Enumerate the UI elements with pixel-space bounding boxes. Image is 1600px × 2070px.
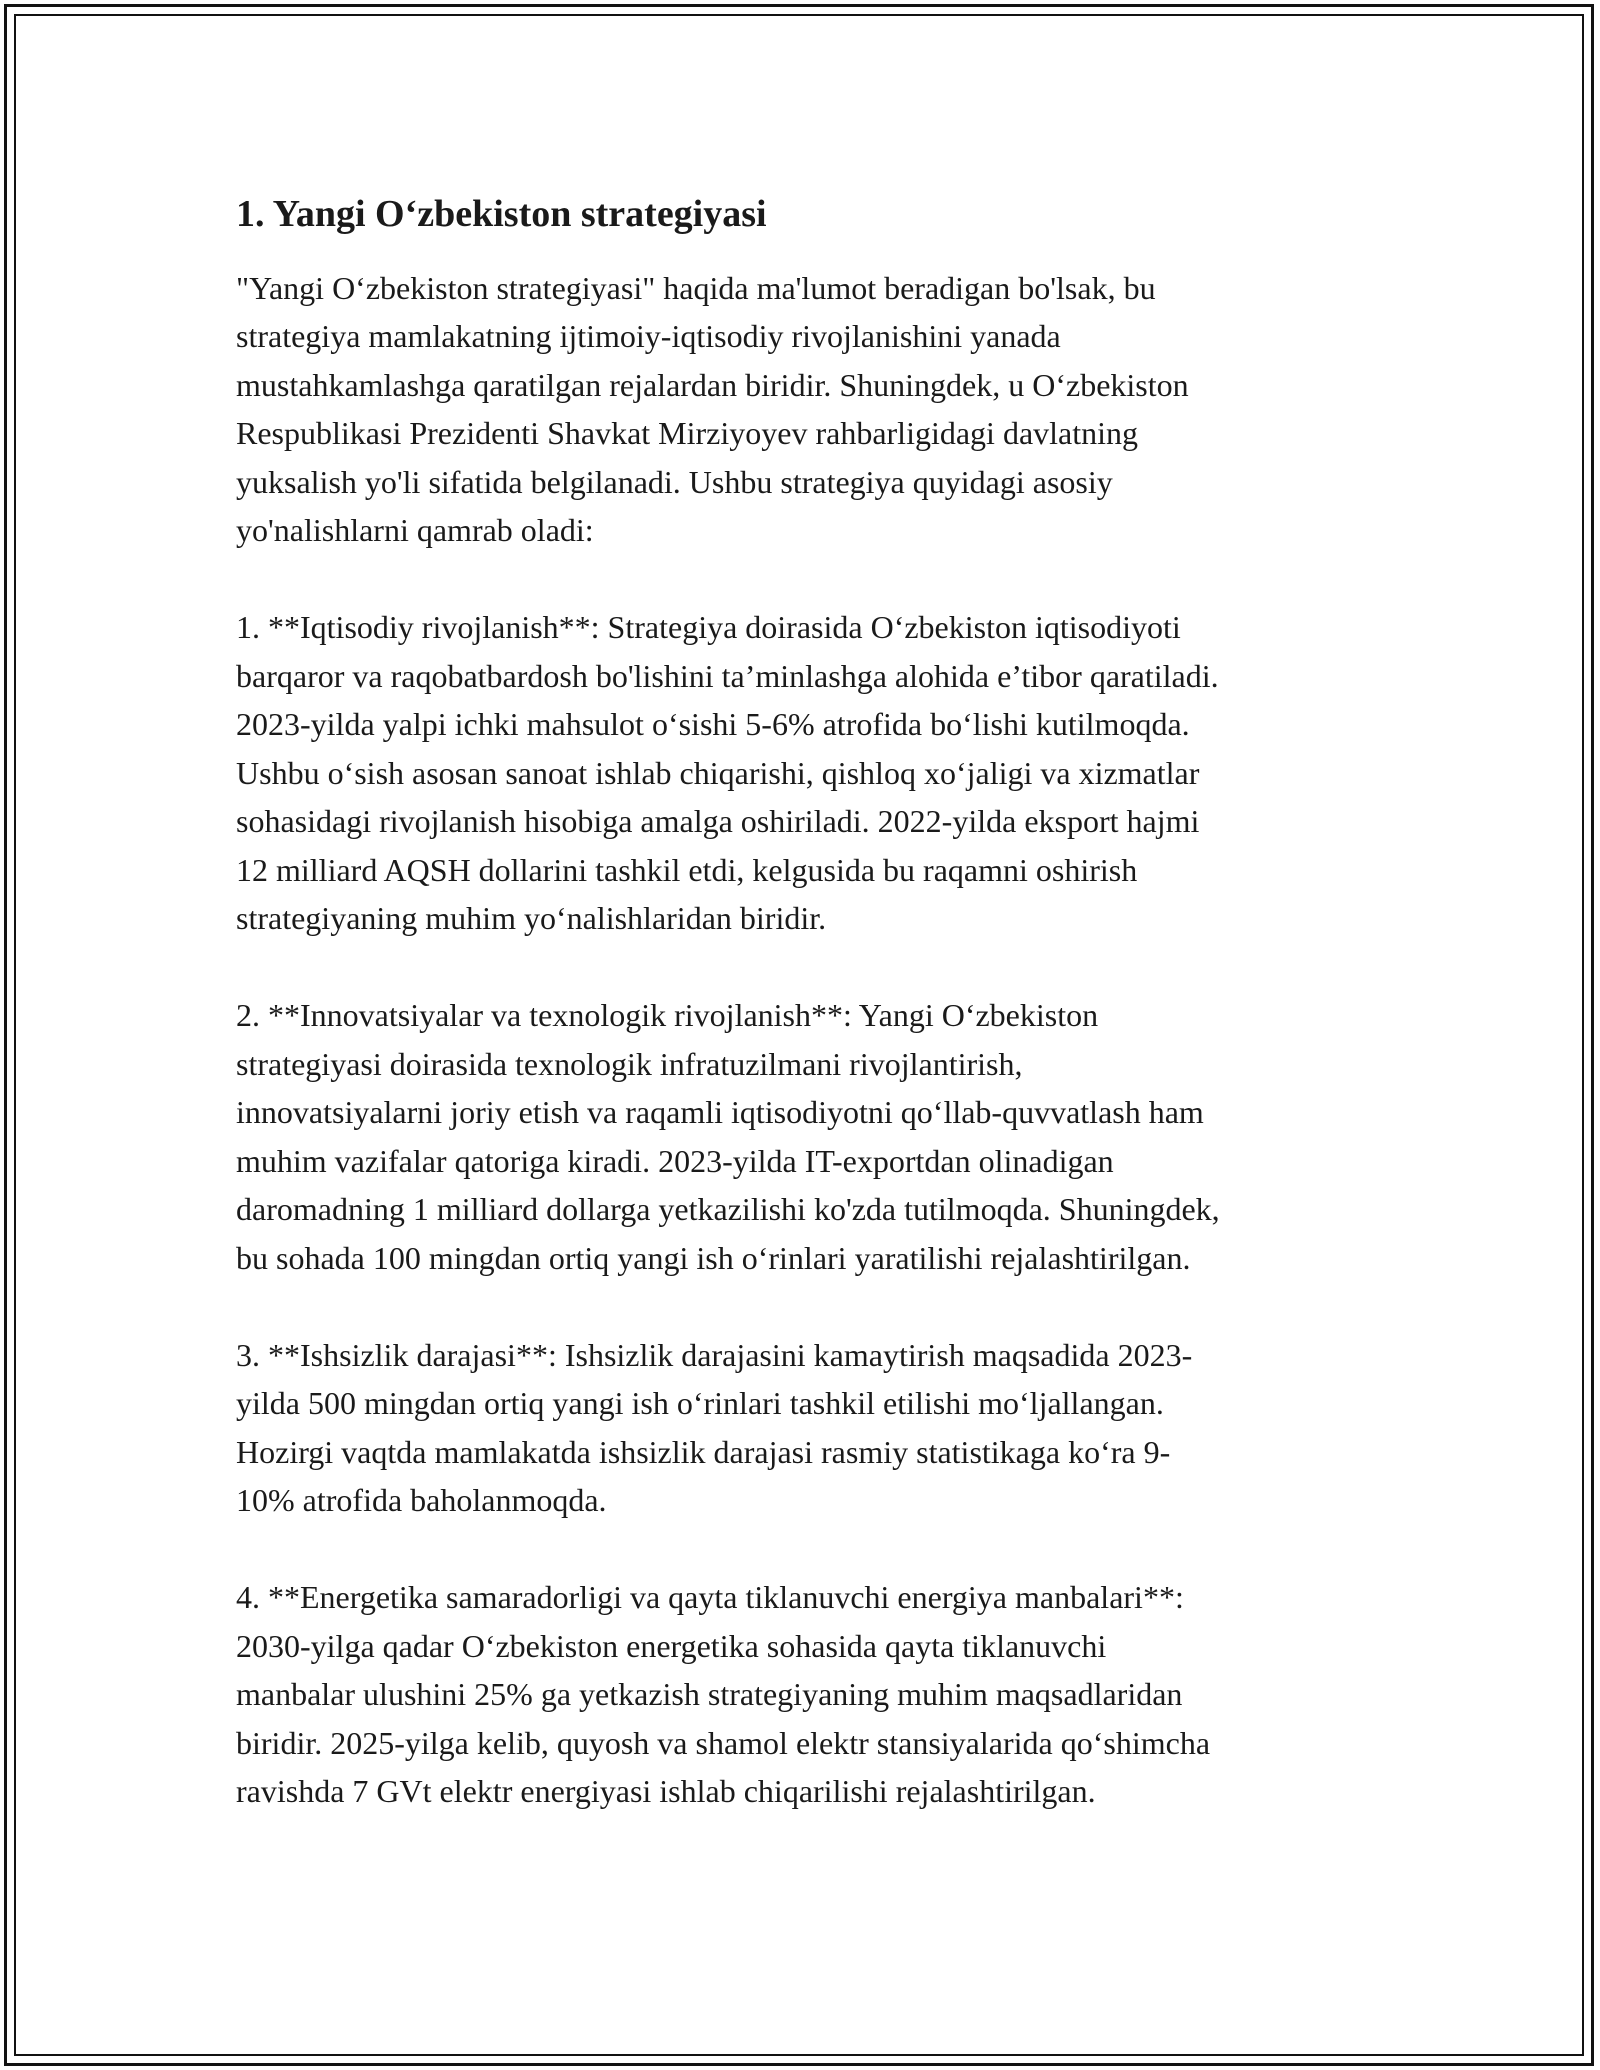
point-energy: 4. **Energetika samaradorligi va qayta tiklanuvchi energiya manbalari**: 2030-yilga qadar O‘zbekiston energetika sohasida qayta tiklanuvchi manbalar ulushini 25% ga yetkazish strategiyaning muhim maqsadlaridan biridir. 2025-yilga kelib, quyosh va shamol elektr stansiyalarida qo‘shimcha ravishda 7 GVt elektr energiyasi ishlab chiqarilishi rejalashtirilgan. [236, 1579, 1211, 1810]
point-economic-development: 1. **Iqtisodiy rivojlanish**: Strategiya doirasida O‘zbekiston iqtisodiyoti barqaror va raqobatbardosh bo'lishini ta’minlashga alohida e’tibor qaratiladi. 2023-yilda yalpi ichki mahsulot o‘sishi 5-6% atrofida bo‘lishi kutilmoqda. Ushbu o‘sish asosan sanoat ishlab chiqarishi, qishloq xo‘jaligi va xizmatlar sohasidagi rivojlanish hisobiga amalga oshiriladi. 2022-yilda eksport hajmi 12 milliard AQSH dollarini tashkil etdi, kelgusida bu raqamni oshirish strategiyaning muhim yo‘nalishlaridan biridir. [236, 609, 1219, 937]
point-unemployment: 3. **Ishsizlik darajasi**: Ishsizlik darajasini kamaytirish maqsadida 2023- yilda 500 mingdan ortiq yangi ish o‘rinlari tashkil etilishi mo‘ljallangan. Hozirgi vaqtda mamlakatda ishsizlik darajasi rasmiy statistikaga ko‘ra 9- 10% atrofida baholanmoqda. [236, 1336, 1193, 1519]
point-innovation-technology: 2. **Innovatsiyalar va texnologik rivojlanish**: Yangi O‘zbekiston strategiyasi doirasida texnologik infratuzilmani rivojlantirish, innovatsiyalarni joriy etish va raqamli iqtisodiyotni qo‘llab-quvvatlash ham muhim vazifalar qatoriga kiradi. 2023-yilda IT-exportdan olinadigan daromadning 1 milliard dollarga yetkazilishi ko'zda tutilmoqda. Shuningdek, bu sohada 100 mingdan ortiq yangi ish o‘rinlari yaratilishi rejalashtirilgan. [236, 997, 1220, 1276]
intro-paragraph: "Yangi O‘zbekiston strategiyasi" haqida ma'lumot beradigan bo'lsak, bu strategiya mamlakatning ijtimoiy-iqtisodiy rivojlanishini yanada mustahkamlashga qaratilgan rejalardan biridir. Shuningdek, u O‘zbekiston Respublikasi Prezidenti Shavkat Mirziyoyev rahbarligidagi davlatning yuksalish yo'li sifatida belgilanadi. Ushbu strategiya quyidagi asosiy yo'nalishlarni qamrab oladi: [236, 269, 1189, 549]
document-title: 1. Yangi O‘zbekiston strategiyasi [236, 193, 767, 235]
document-body [236, 180, 1416, 1864]
